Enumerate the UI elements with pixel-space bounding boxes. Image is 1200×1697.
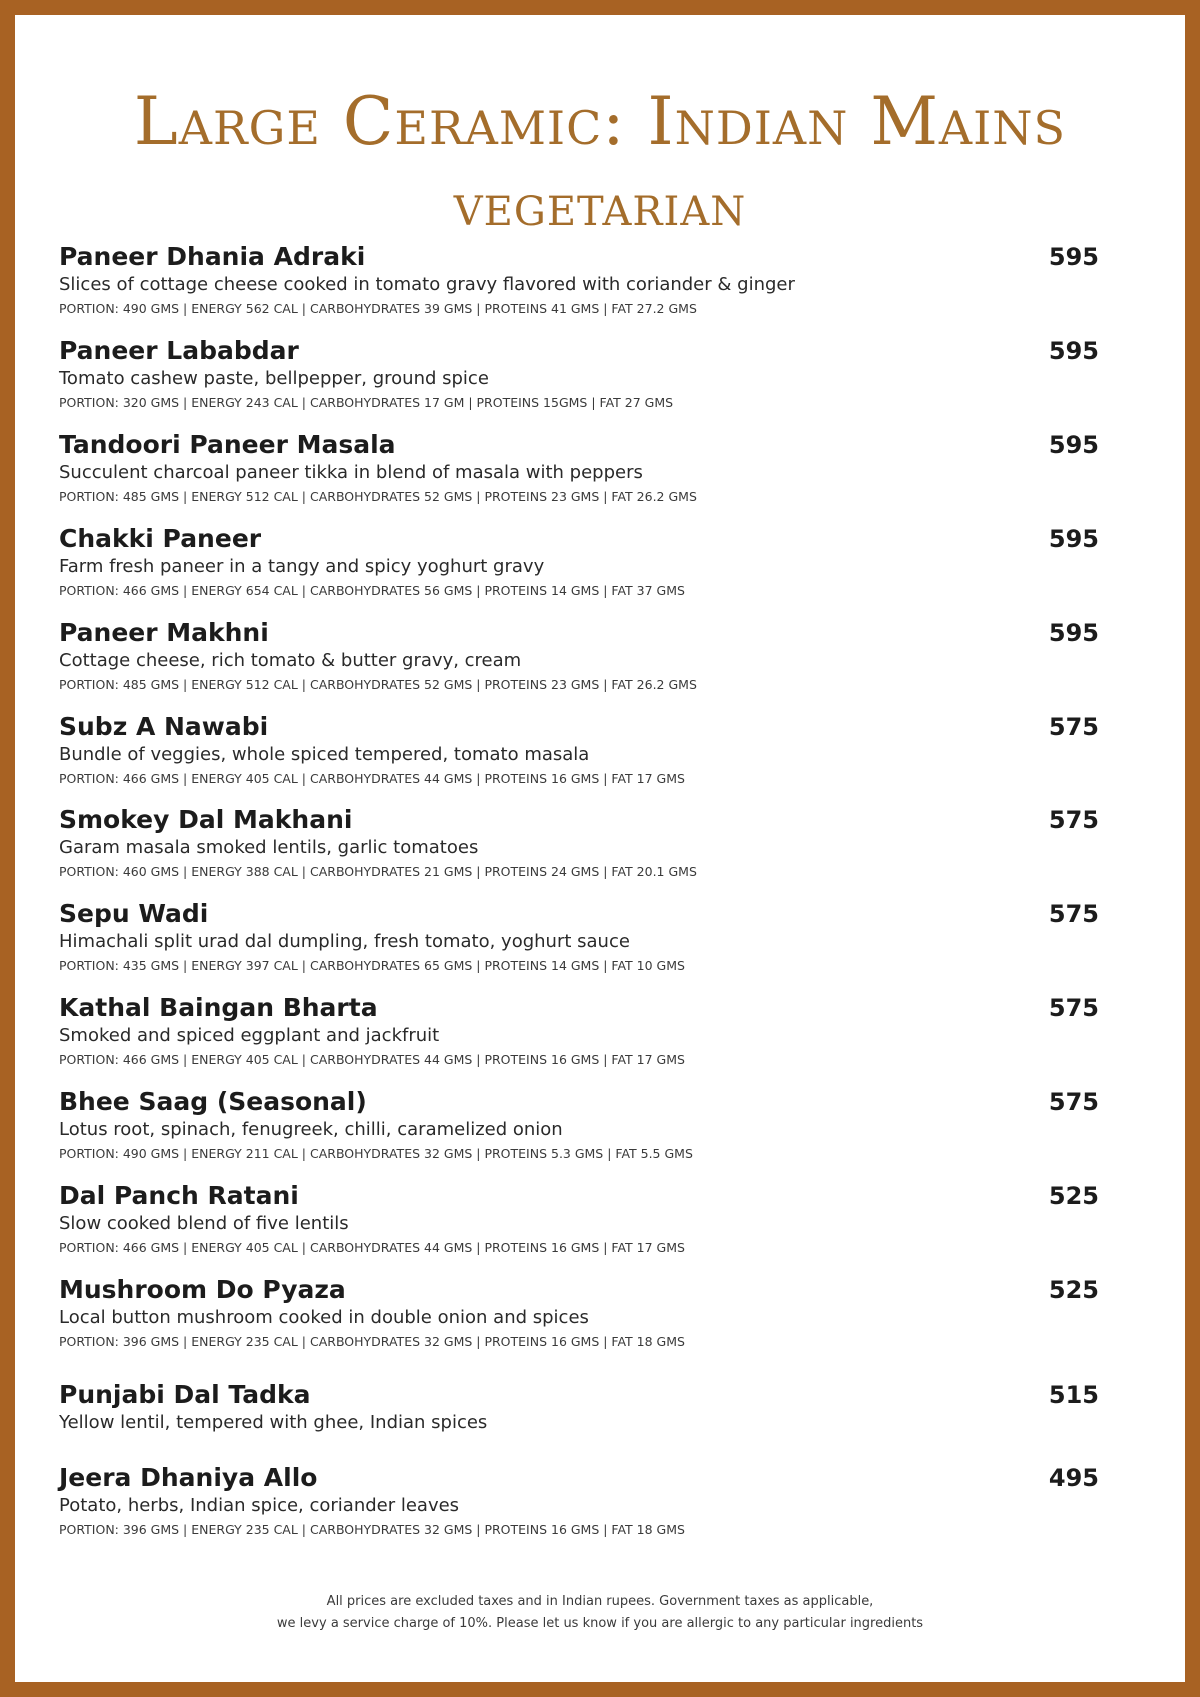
item-price: 525 [1048,1182,1099,1210]
menu-item [59,712,1099,796]
item-nutrition: PORTION: 396 GMS | ENERGY 235 CAL | CARBOHYDRATES 32 GMS | PROTEINS 16 GMS | FAT 18 GMS [59,1334,685,1349]
item-description: Succulent charcoal paneer tikka in blend of masala with peppers [59,462,643,483]
item-nutrition: PORTION: 485 GMS | ENERGY 512 CAL | CARBOHYDRATES 52 GMS | PROTEINS 23 GMS | FAT 26.2 GMS [59,489,697,504]
item-name: Kathal Baingan Bharta [59,993,378,1022]
item-nutrition: PORTION: 466 GMS | ENERGY 405 CAL | CARBOHYDRATES 44 GMS | PROTEINS 16 GMS | FAT 17 GMS [59,771,685,786]
item-description: Potato, herbs, Indian spice, coriander leaves [59,1495,460,1516]
menu-item [59,1087,1099,1171]
item-nutrition: PORTION: 460 GMS | ENERGY 388 CAL | CARBOHYDRATES 21 GMS | PROTEINS 24 GMS | FAT 20.1 GMS [59,864,697,879]
item-description: Himachali split urad dal dumpling, fresh tomato, yoghurt sauce [59,931,630,952]
item-nutrition: PORTION: 490 GMS | ENERGY 211 CAL | CARBOHYDRATES 32 GMS | PROTEINS 5.3 GMS | FAT 5.5 GMS [59,1146,693,1161]
menu-item [59,430,1099,514]
item-description: Yellow lentil, tempered with ghee, Indian spices [59,1412,488,1433]
item-price: 595 [1048,337,1099,365]
menu-item [59,1181,1099,1265]
item-price: 575 [1048,1088,1099,1116]
item-name: Smokey Dal Makhani [59,805,353,834]
item-description: Garam masala smoked lentils, garlic tomatoes [59,837,479,858]
page-title: Large Ceramic: Indian Mains [133,83,1067,160]
item-price: 595 [1048,431,1099,459]
menu-item [59,1380,1099,1464]
item-name: Jeera Dhaniya Allo [59,1463,318,1492]
item-price: 575 [1048,806,1099,834]
item-name: Tandoori Paneer Masala [59,430,396,459]
menu-item [59,805,1099,889]
item-nutrition: PORTION: 435 GMS | ENERGY 397 CAL | CARBOHYDRATES 65 GMS | PROTEINS 14 GMS | FAT 10 GMS [59,958,685,973]
item-name: Chakki Paneer [59,524,262,553]
item-name: Mushroom Do Pyaza [59,1275,346,1304]
item-price: 595 [1048,243,1099,271]
footer-note-line-2: we levy a service charge of 10%. Please let us know if you are allergic to any particular ingredients [276,1616,924,1631]
menu-item [59,336,1099,420]
menu-item [59,899,1099,983]
section-heading: VEGETARIAN [453,189,747,235]
item-price: 515 [1048,1381,1099,1409]
item-description: Farm fresh paneer in a tangy and spicy yoghurt gravy [59,556,545,577]
item-description: Cottage cheese, rich tomato & butter gravy, cream [59,650,522,671]
item-nutrition: PORTION: 466 GMS | ENERGY 405 CAL | CARBOHYDRATES 44 GMS | PROTEINS 16 GMS | FAT 17 GMS [59,1240,685,1255]
item-price: 575 [1048,994,1099,1022]
menu-item [59,1275,1099,1359]
item-description: Slices of cottage cheese cooked in tomato gravy flavored with coriander & ginger [59,274,795,295]
item-price: 595 [1048,525,1099,553]
item-name: Paneer Makhni [59,618,269,647]
menu-item [59,242,1099,326]
item-description: Tomato cashew paste, bellpepper, ground spice [59,368,489,389]
item-nutrition: PORTION: 466 GMS | ENERGY 654 CAL | CARBOHYDRATES 56 GMS | PROTEINS 14 GMS | FAT 37 GMS [59,583,685,598]
item-name: Bhee Saag (Seasonal) [59,1087,367,1116]
item-name: Punjabi Dal Tadka [59,1380,311,1409]
item-price: 575 [1048,713,1099,741]
item-description: Smoked and spiced eggplant and jackfruit [59,1025,440,1046]
item-price: 575 [1048,900,1099,928]
menu-item [59,1463,1099,1547]
item-name: Subz A Nawabi [59,712,269,741]
item-price: 495 [1048,1464,1099,1492]
item-description: Slow cooked blend of five lentils [59,1213,349,1234]
item-nutrition: PORTION: 320 GMS | ENERGY 243 CAL | CARBOHYDRATES 17 GM | PROTEINS 15GMS | FAT 27 GMS [59,395,674,410]
item-name: Paneer Lababdar [59,336,299,365]
item-nutrition: PORTION: 485 GMS | ENERGY 512 CAL | CARBOHYDRATES 52 GMS | PROTEINS 23 GMS | FAT 26.2 GMS [59,677,697,692]
item-nutrition: PORTION: 466 GMS | ENERGY 405 CAL | CARBOHYDRATES 44 GMS | PROTEINS 16 GMS | FAT 17 GMS [59,1052,685,1067]
item-description: Lotus root, spinach, fenugreek, chilli, caramelized onion [59,1119,563,1140]
menu-item [59,524,1099,608]
item-name: Dal Panch Ratani [59,1181,299,1210]
item-nutrition: PORTION: 396 GMS | ENERGY 235 CAL | CARBOHYDRATES 32 GMS | PROTEINS 16 GMS | FAT 18 GMS [59,1522,685,1537]
menu-page [15,15,1185,1682]
item-description: Bundle of veggies, whole spiced tempered, tomato masala [59,744,590,765]
item-name: Sepu Wadi [59,899,209,928]
item-nutrition: PORTION: 490 GMS | ENERGY 562 CAL | CARBOHYDRATES 39 GMS | PROTEINS 41 GMS | FAT 27.2 GMS [59,301,697,316]
item-name: Paneer Dhania Adraki [59,242,366,271]
item-price: 525 [1048,1276,1099,1304]
footer-note-line-1: All prices are excluded taxes and in Indian rupees. Government taxes as applicable, [326,1594,874,1609]
item-description: Local button mushroom cooked in double onion and spices [59,1307,589,1328]
menu-item [59,618,1099,702]
menu-item [59,993,1099,1077]
item-price: 595 [1048,619,1099,647]
